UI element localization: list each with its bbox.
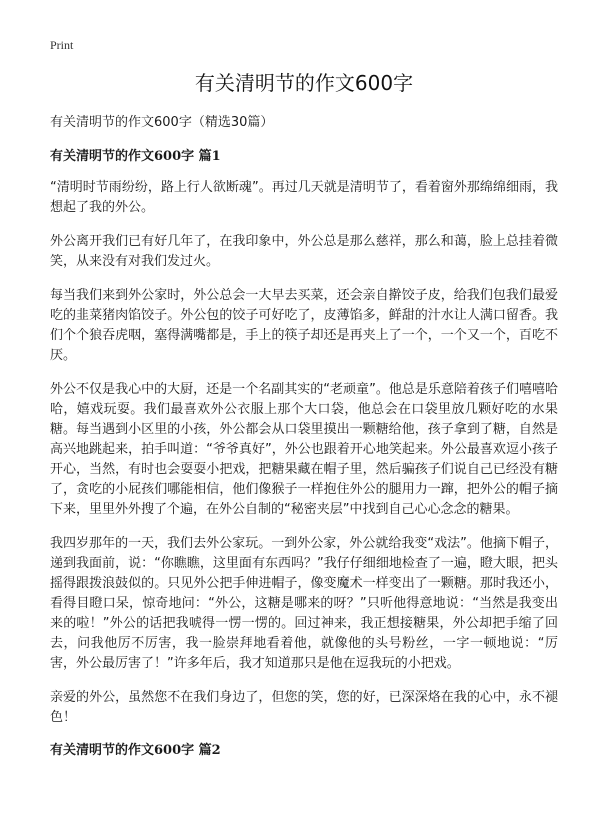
paragraph-5: 我四岁那年的一天，我们去外公家玩。一到外公家，外公就给我变“戏法”。他摘下帽子，递到我面前，说：“你瞧瞧，这里面有东西吗？”我仔仔细细地检查了一遍，瞪大眼，把头摇得跟拨浪鼓似的。只见外公把手伸进帽子，像变魔术一样变出了一颗糖。那时我还小，看得目瞪口呆，惊奇地问：“外公，这糖是哪来的呀？”只听他得意地说：“当然是我变出来的啦！”外公的话把我唬得一愣一愣的。回过神来，我正想接糖果，外公却把手缩了回去，问我他厉不厉害，我一脸崇拜地看着他，就像他的头号粉丝，一字一顿地说：“厉害，外公最厉害了！”许多年后，我才知道那只是他在逗我玩的小把戏。 <box>50 536 558 671</box>
document-subtitle: 有关清明节的作文600字（精选30篇） <box>50 115 274 130</box>
paragraph-3: 每当我们来到外公家时，外公总会一大早去买菜，还会亲自擀饺子皮，给我们包我们最爱吃的韭菜猪肉馅饺子。外公包的饺子可好吃了，皮薄馅多，鲜甜的汁水让人满口留香。我们个个狼吞虎咽，塞得满嘴都是，手上的筷子却还是再夹上了一个，一个又一个，百吃不厌。 <box>50 288 558 363</box>
print-label: Print <box>50 38 74 52</box>
paragraph-1: “清明时节雨纷纷，路上行人欲断魂”。再过几天就是清明节了，看着窗外那绵绵细雨，我想起了我的外公。 <box>50 180 558 215</box>
section-heading-2: 有关清明节的作文600字 篇2 <box>50 743 221 758</box>
paragraph-2: 外公离开我们已有好几年了，在我印象中，外公总是那么慈祥，那么和蔼，脸上总挂着微笑，从来没有对我们发过火。 <box>50 234 558 269</box>
paragraph-4: 外公不仅是我心中的大厨，还是一个名副其实的“老顽童”。他总是乐意陪着孩子们嘻嘻哈哈，嬉戏玩耍。我们最喜欢外公衣服上那个大口袋，他总会在口袋里放几颗好吃的水果糖。每当遇到小区里的小孩，外公都会从口袋里摸出一颗糖给他，孩子拿到了糖，自然是高兴地跳起来，拍手叫道：“爷爷真好”，外公也跟着开心地笑起来。外公最喜欢逗小孩子开心，当然，有时也会耍耍小把戏，把糖果藏在帽子里，然后骗孩子们说自己已经没有糖了，贪吃的小屁孩们哪能相信，他们像猴子一样抱住外公的腿用力一蹿，把外公的帽子摘下来，里里外外搜了个遍，在外公自制的“秘密夹层”中找到自己心心念念的糖果。 <box>50 382 558 517</box>
section-heading-1: 有关清明节的作文600字 篇1 <box>50 149 221 164</box>
document-title: 有关清明节的作文600字 <box>194 71 414 95</box>
paragraph-6: 亲爱的外公，虽然您不在我们身边了，但您的笑，您的好，已深深烙在我的心中，永不褪色！ <box>50 690 558 725</box>
